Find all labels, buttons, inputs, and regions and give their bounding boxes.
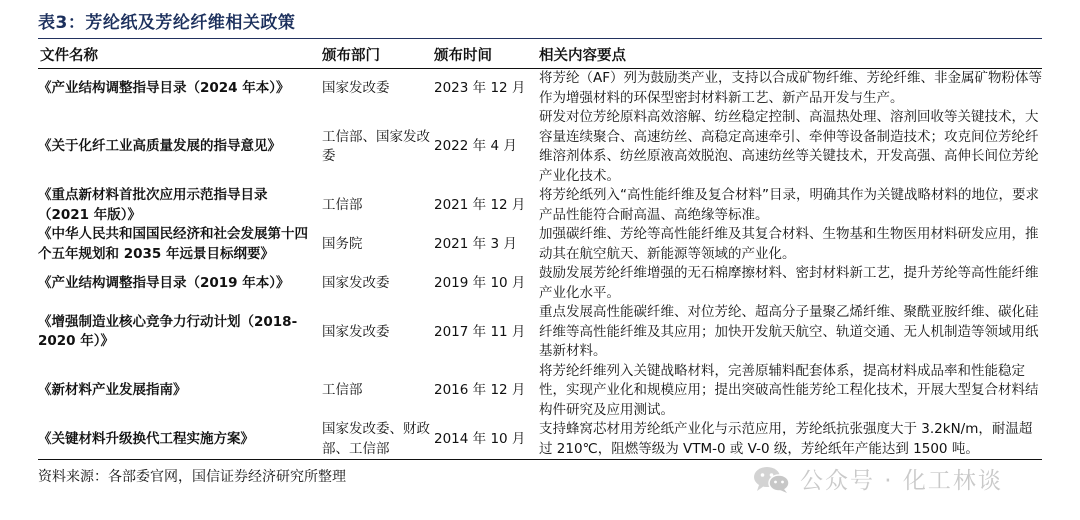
header-date: 颁布时间 xyxy=(430,40,537,69)
content-summary: 将芳纶纤维列入关键战略材料，完善原辅料配套体系，提高材料成品率和性能稳定性，实现产业化和规模应用；提出突破高性能芳纶工程化技术，开展大型复合材料结构件研究及应用测试。 xyxy=(539,362,1039,418)
department: 国家发改委、财政部、工信部 xyxy=(320,420,430,460)
table-row xyxy=(38,186,1042,225)
content-summary: 支持蜂窝芯材用芳纶纸产业化与示范应用，芳纶纸抗张强度大于 3.2kN/m，耐温超过 210℃，阻燃等级为 VTM-0 或 V-0 级，芳纶纸年产能达到 1500 吨。 xyxy=(537,420,1042,460)
table-row xyxy=(38,69,1042,109)
department: 国家发改委 xyxy=(322,323,390,340)
content-summary: 重点发展高性能碳纤维、对位芳纶、超高分子量聚乙烯纤维、聚酰亚胺纤维、碳化硅纤维等高性能纤维及其应用；加快开发航天航空、轨道交通、无人机制造等领域用纸基新材料。 xyxy=(539,304,1039,359)
department: 国务院 xyxy=(322,235,363,252)
content-summary: 将芳纶（AF）列为鼓励类产业，支持以合成矿物纤维、芳纶纤维、非金属矿物粉体等作为增强材料的环保型密封材料新工艺、新产品开发与生产。 xyxy=(539,70,1042,106)
header-department: 颁布部门 xyxy=(320,40,430,69)
issue-date: 2022 年 4 月 xyxy=(434,138,517,155)
table-row xyxy=(38,225,1042,264)
department: 国家发改委 xyxy=(322,79,390,96)
content-summary: 鼓励发展芳纶纤维增强的无石棉摩擦材料、密封材料新工艺，提升芳纶等高性能纤维产业化水平。 xyxy=(539,265,1039,301)
table-title: 表3：芳纶纸及芳纶纤维相关政策 xyxy=(38,13,296,33)
issue-date: 2016 年 12 月 xyxy=(434,382,526,398)
wechat-icon xyxy=(752,464,792,494)
watermark xyxy=(752,462,1003,495)
document-name: 《新材料产业发展指南》 xyxy=(38,382,187,398)
table-row xyxy=(38,303,1042,362)
policy-table-container xyxy=(38,40,1042,460)
policy-table xyxy=(38,40,1042,460)
header-document-name: 文件名称 xyxy=(38,40,320,69)
department: 国家发改委 xyxy=(322,274,390,291)
document-name: 《中华人民共和国国民经济和社会发展第十四个五年规划和 2035 年远景目标纲要》 xyxy=(38,226,308,262)
issue-date: 2017 年 11 月 xyxy=(434,323,526,340)
document-name: 《重点新材料首批次应用示范指导目录（2021 年版）》 xyxy=(38,187,268,223)
issue-date: 2019 年 10 月 xyxy=(434,274,526,291)
document-name: 《关于化纤工业高质量发展的指导意见》 xyxy=(38,138,281,155)
watermark-text: 公众号 · 化工林谈 xyxy=(800,468,1003,494)
document-name: 《关键材料升级换代工程实施方案》 xyxy=(38,420,320,460)
table-row xyxy=(38,362,1042,421)
department: 工信部、国家发改委 xyxy=(322,128,430,164)
content-summary: 加强碳纤维、芳纶等高性能纤维及其复合材料、生物基和生物医用材料研发应用，推动其在航空航天、新能源等领域的产业化。 xyxy=(539,226,1039,262)
table-row xyxy=(38,420,1042,460)
title-divider xyxy=(38,38,1042,39)
department: 工信部 xyxy=(322,196,363,213)
issue-date: 2014 年 10 月 xyxy=(430,420,537,460)
table-header-row xyxy=(38,40,1042,69)
document-name: 《产业结构调整指导目录（2019 年本）》 xyxy=(38,274,290,291)
content-summary: 将芳纶纸列入“高性能纤维及复合材料”目录，明确其作为关键战略材料的地位，要求产品性能符合耐高温、高绝缘等标准。 xyxy=(539,187,1039,223)
table-row xyxy=(38,108,1042,186)
issue-date: 2021 年 12 月 xyxy=(434,196,526,213)
source-note: 资料来源：各部委官网，国信证券经济研究所整理 xyxy=(38,469,346,485)
document-name: 《产业结构调整指导目录（2024 年本）》 xyxy=(38,79,290,96)
table-row xyxy=(38,264,1042,303)
department: 工信部 xyxy=(322,382,363,398)
issue-date: 2023 年 12 月 xyxy=(434,79,526,96)
issue-date: 2021 年 3 月 xyxy=(434,235,517,252)
content-summary: 研发对位芳纶原料高效溶解、纺丝稳定控制、高温热处理、溶剂回收等关键技术，大容量连续聚合、高速纺丝、高稳定高速牵引、牵伸等设备制造技术；攻克间位芳纶纤维溶剂体系、纺丝原液高效脱泡、高速纺丝等关键技术，开发高强、高伸长间位芳纶产业化技术。 xyxy=(539,109,1039,184)
header-content: 相关内容要点 xyxy=(537,40,1042,69)
document-name: 《增强制造业核心竞争力行动计划（2018-2020 年）》 xyxy=(38,313,298,350)
